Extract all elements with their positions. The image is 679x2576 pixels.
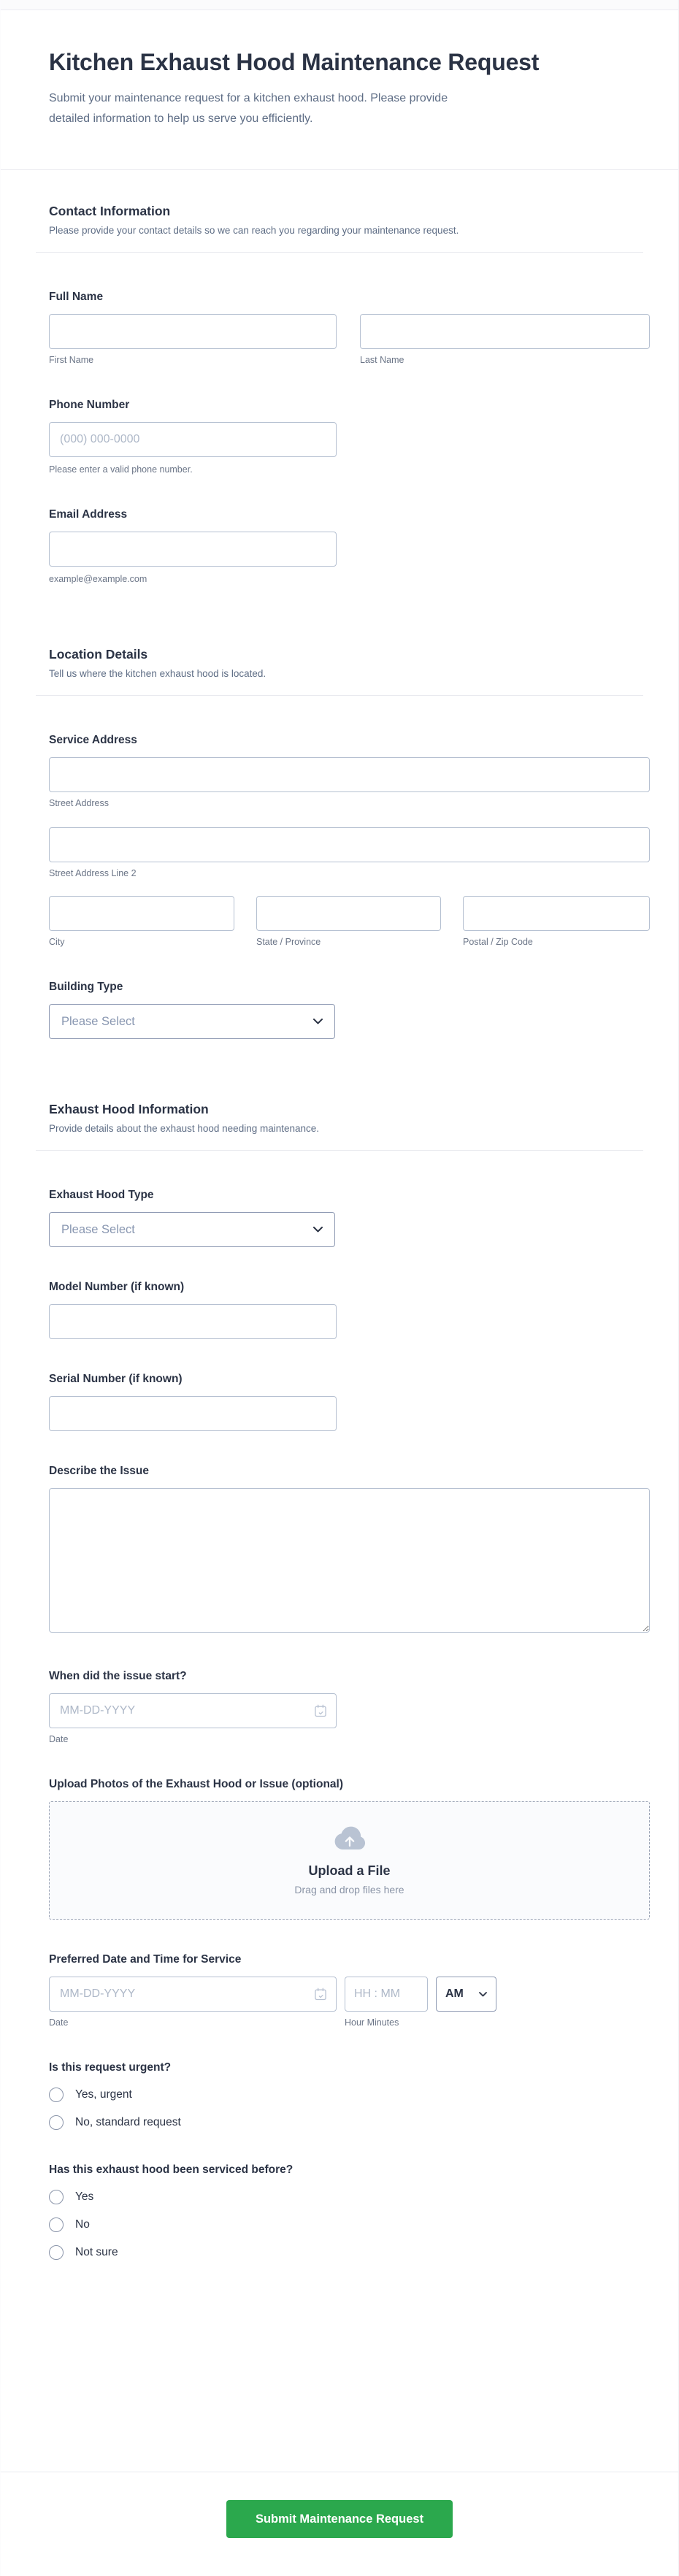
section-location-title: Location Details bbox=[49, 647, 148, 662]
model-number-input[interactable] bbox=[49, 1304, 337, 1339]
radio-option-serviced-no[interactable] bbox=[49, 2217, 648, 2232]
building-type-label: Building Type bbox=[49, 981, 123, 994]
section-hood-header bbox=[1, 1068, 678, 1134]
postal-column bbox=[463, 896, 650, 947]
question-urgent bbox=[49, 2061, 648, 2130]
submit-button[interactable]: Submit Maintenance Request bbox=[226, 2500, 453, 2538]
street-address2-input[interactable] bbox=[49, 827, 650, 862]
question-upload bbox=[49, 1778, 648, 1920]
upload-label: Upload Photos of the Exhaust Hood or Issue (optional) bbox=[49, 1778, 343, 1791]
question-full-name bbox=[49, 291, 648, 365]
email-hint: example@example.com bbox=[49, 574, 147, 585]
issue-start-date-wrap bbox=[49, 1693, 337, 1728]
first-name-input[interactable] bbox=[49, 314, 337, 349]
preferred-time-sublabel: Hour Minutes bbox=[345, 2017, 399, 2028]
question-serviced-before bbox=[49, 2163, 648, 2260]
city-input[interactable] bbox=[49, 896, 234, 931]
first-name-sublabel: First Name bbox=[49, 355, 94, 366]
card-top-edge bbox=[1, 0, 678, 10]
question-hood-type bbox=[49, 1189, 648, 1247]
section-location-header bbox=[1, 613, 678, 679]
street-address-input[interactable] bbox=[49, 757, 650, 792]
phone-label: Phone Number bbox=[49, 399, 130, 412]
chevron-down-icon bbox=[479, 1987, 487, 2001]
radio-button[interactable] bbox=[49, 2190, 64, 2204]
radio-option-serviced-yes[interactable] bbox=[49, 2190, 648, 2204]
chevron-down-icon bbox=[313, 1015, 323, 1028]
form-header bbox=[1, 10, 678, 170]
issue-description-label: Describe the Issue bbox=[49, 1465, 149, 1478]
radio-option-serviced-not-sure[interactable] bbox=[49, 2245, 648, 2260]
chevron-down-icon bbox=[313, 1223, 323, 1236]
radio-option-label: Yes bbox=[75, 2190, 94, 2204]
upload-cloud-icon bbox=[331, 1825, 369, 1857]
street-address2-sublabel: Street Address Line 2 bbox=[49, 868, 137, 879]
question-issue-start bbox=[49, 1670, 648, 1744]
urgent-label: Is this request urgent? bbox=[49, 2061, 172, 2074]
issue-start-sublabel: Date bbox=[49, 1734, 69, 1745]
state-sublabel: State / Province bbox=[256, 937, 321, 948]
model-number-label: Model Number (if known) bbox=[49, 1281, 185, 1294]
last-name-sublabel: Last Name bbox=[360, 355, 404, 366]
preferred-time-column bbox=[345, 1977, 428, 2028]
section-contact-header bbox=[1, 170, 678, 236]
location-fields bbox=[1, 696, 678, 1068]
section-hood-title: Exhaust Hood Information bbox=[49, 1102, 209, 1117]
radio-option-no-standard[interactable] bbox=[49, 2115, 648, 2130]
service-time-input[interactable] bbox=[345, 1977, 428, 2012]
radio-option-label: Yes, urgent bbox=[75, 2088, 132, 2101]
service-address-label: Service Address bbox=[49, 734, 137, 747]
section-location-description: Tell us where the kitchen exhaust hood is located. bbox=[49, 668, 266, 680]
radio-button[interactable] bbox=[49, 2115, 64, 2130]
phone-hint: Please enter a valid phone number. bbox=[49, 464, 193, 475]
page-subtitle: Submit your maintenance request for a kitchen exhaust hood. Please provide detailed information to help us serve you efficiently. bbox=[49, 91, 448, 126]
upload-title: Upload a File bbox=[308, 1863, 391, 1879]
preferred-date-wrap bbox=[49, 1977, 337, 2012]
email-label: Email Address bbox=[49, 508, 128, 521]
question-building-type bbox=[49, 981, 648, 1039]
city-column bbox=[49, 896, 234, 947]
postal-input[interactable] bbox=[463, 896, 650, 931]
upload-subtitle: Drag and drop files here bbox=[294, 1884, 404, 1896]
service-date-input[interactable] bbox=[49, 1977, 337, 2012]
serial-number-input[interactable] bbox=[49, 1396, 337, 1431]
preferred-date-column bbox=[49, 1977, 337, 2028]
preferred-ampm-column bbox=[436, 1977, 496, 2028]
last-name-column bbox=[360, 314, 650, 365]
exhaust-hood-type-select[interactable] bbox=[49, 1212, 335, 1247]
file-upload-dropzone[interactable] bbox=[49, 1801, 650, 1920]
preferred-date-sublabel: Date bbox=[49, 2017, 69, 2028]
street-address-sublabel: Street Address bbox=[49, 798, 109, 809]
first-name-column bbox=[49, 314, 337, 365]
issue-description-textarea[interactable] bbox=[49, 1488, 650, 1633]
postal-sublabel: Postal / Zip Code bbox=[463, 937, 533, 948]
radio-option-label: No bbox=[75, 2218, 90, 2231]
preferred-datetime-label: Preferred Date and Time for Service bbox=[49, 1953, 242, 1966]
question-service-address bbox=[49, 734, 648, 947]
ampm-select[interactable] bbox=[436, 1977, 496, 2012]
building-type-select[interactable] bbox=[49, 1004, 335, 1039]
hood-fields bbox=[1, 1151, 678, 2282]
radio-option-label: No, standard request bbox=[75, 2116, 181, 2129]
question-serial-number bbox=[49, 1373, 648, 1431]
section-hood-description: Provide details about the exhaust hood needing maintenance. bbox=[49, 1123, 320, 1135]
question-email bbox=[49, 508, 648, 584]
radio-button[interactable] bbox=[49, 2088, 64, 2102]
ampm-value: AM bbox=[445, 1987, 464, 2001]
section-contact-description: Please provide your contact details so we can reach you regarding your maintenance request. bbox=[49, 225, 459, 237]
issue-start-date-input[interactable] bbox=[49, 1693, 337, 1728]
hood-type-label: Exhaust Hood Type bbox=[49, 1189, 154, 1202]
radio-option-label: Not sure bbox=[75, 2246, 118, 2259]
city-sublabel: City bbox=[49, 937, 65, 948]
question-preferred-datetime bbox=[49, 1953, 648, 2028]
contact-fields bbox=[1, 253, 678, 613]
question-phone bbox=[49, 399, 648, 475]
radio-button[interactable] bbox=[49, 2217, 64, 2232]
radio-option-yes-urgent[interactable] bbox=[49, 2088, 648, 2102]
question-issue-description bbox=[49, 1465, 648, 1636]
issue-start-label: When did the issue start? bbox=[49, 1670, 187, 1683]
state-input[interactable] bbox=[256, 896, 441, 931]
building-type-placeholder: Please Select bbox=[61, 1014, 135, 1028]
radio-button[interactable] bbox=[49, 2245, 64, 2260]
phone-input[interactable] bbox=[49, 422, 337, 457]
question-model-number bbox=[49, 1281, 648, 1339]
email-input[interactable] bbox=[49, 532, 337, 567]
hood-type-placeholder: Please Select bbox=[61, 1222, 135, 1236]
last-name-input[interactable] bbox=[360, 314, 650, 349]
full-name-label: Full Name bbox=[49, 291, 104, 304]
page-title: Kitchen Exhaust Hood Maintenance Request bbox=[49, 49, 540, 75]
serial-number-label: Serial Number (if known) bbox=[49, 1373, 183, 1386]
form-footer bbox=[1, 2472, 678, 2576]
section-contact-title: Contact Information bbox=[49, 204, 171, 219]
state-column bbox=[256, 896, 441, 947]
serviced-before-label: Has this exhaust hood been serviced before? bbox=[49, 2163, 294, 2177]
